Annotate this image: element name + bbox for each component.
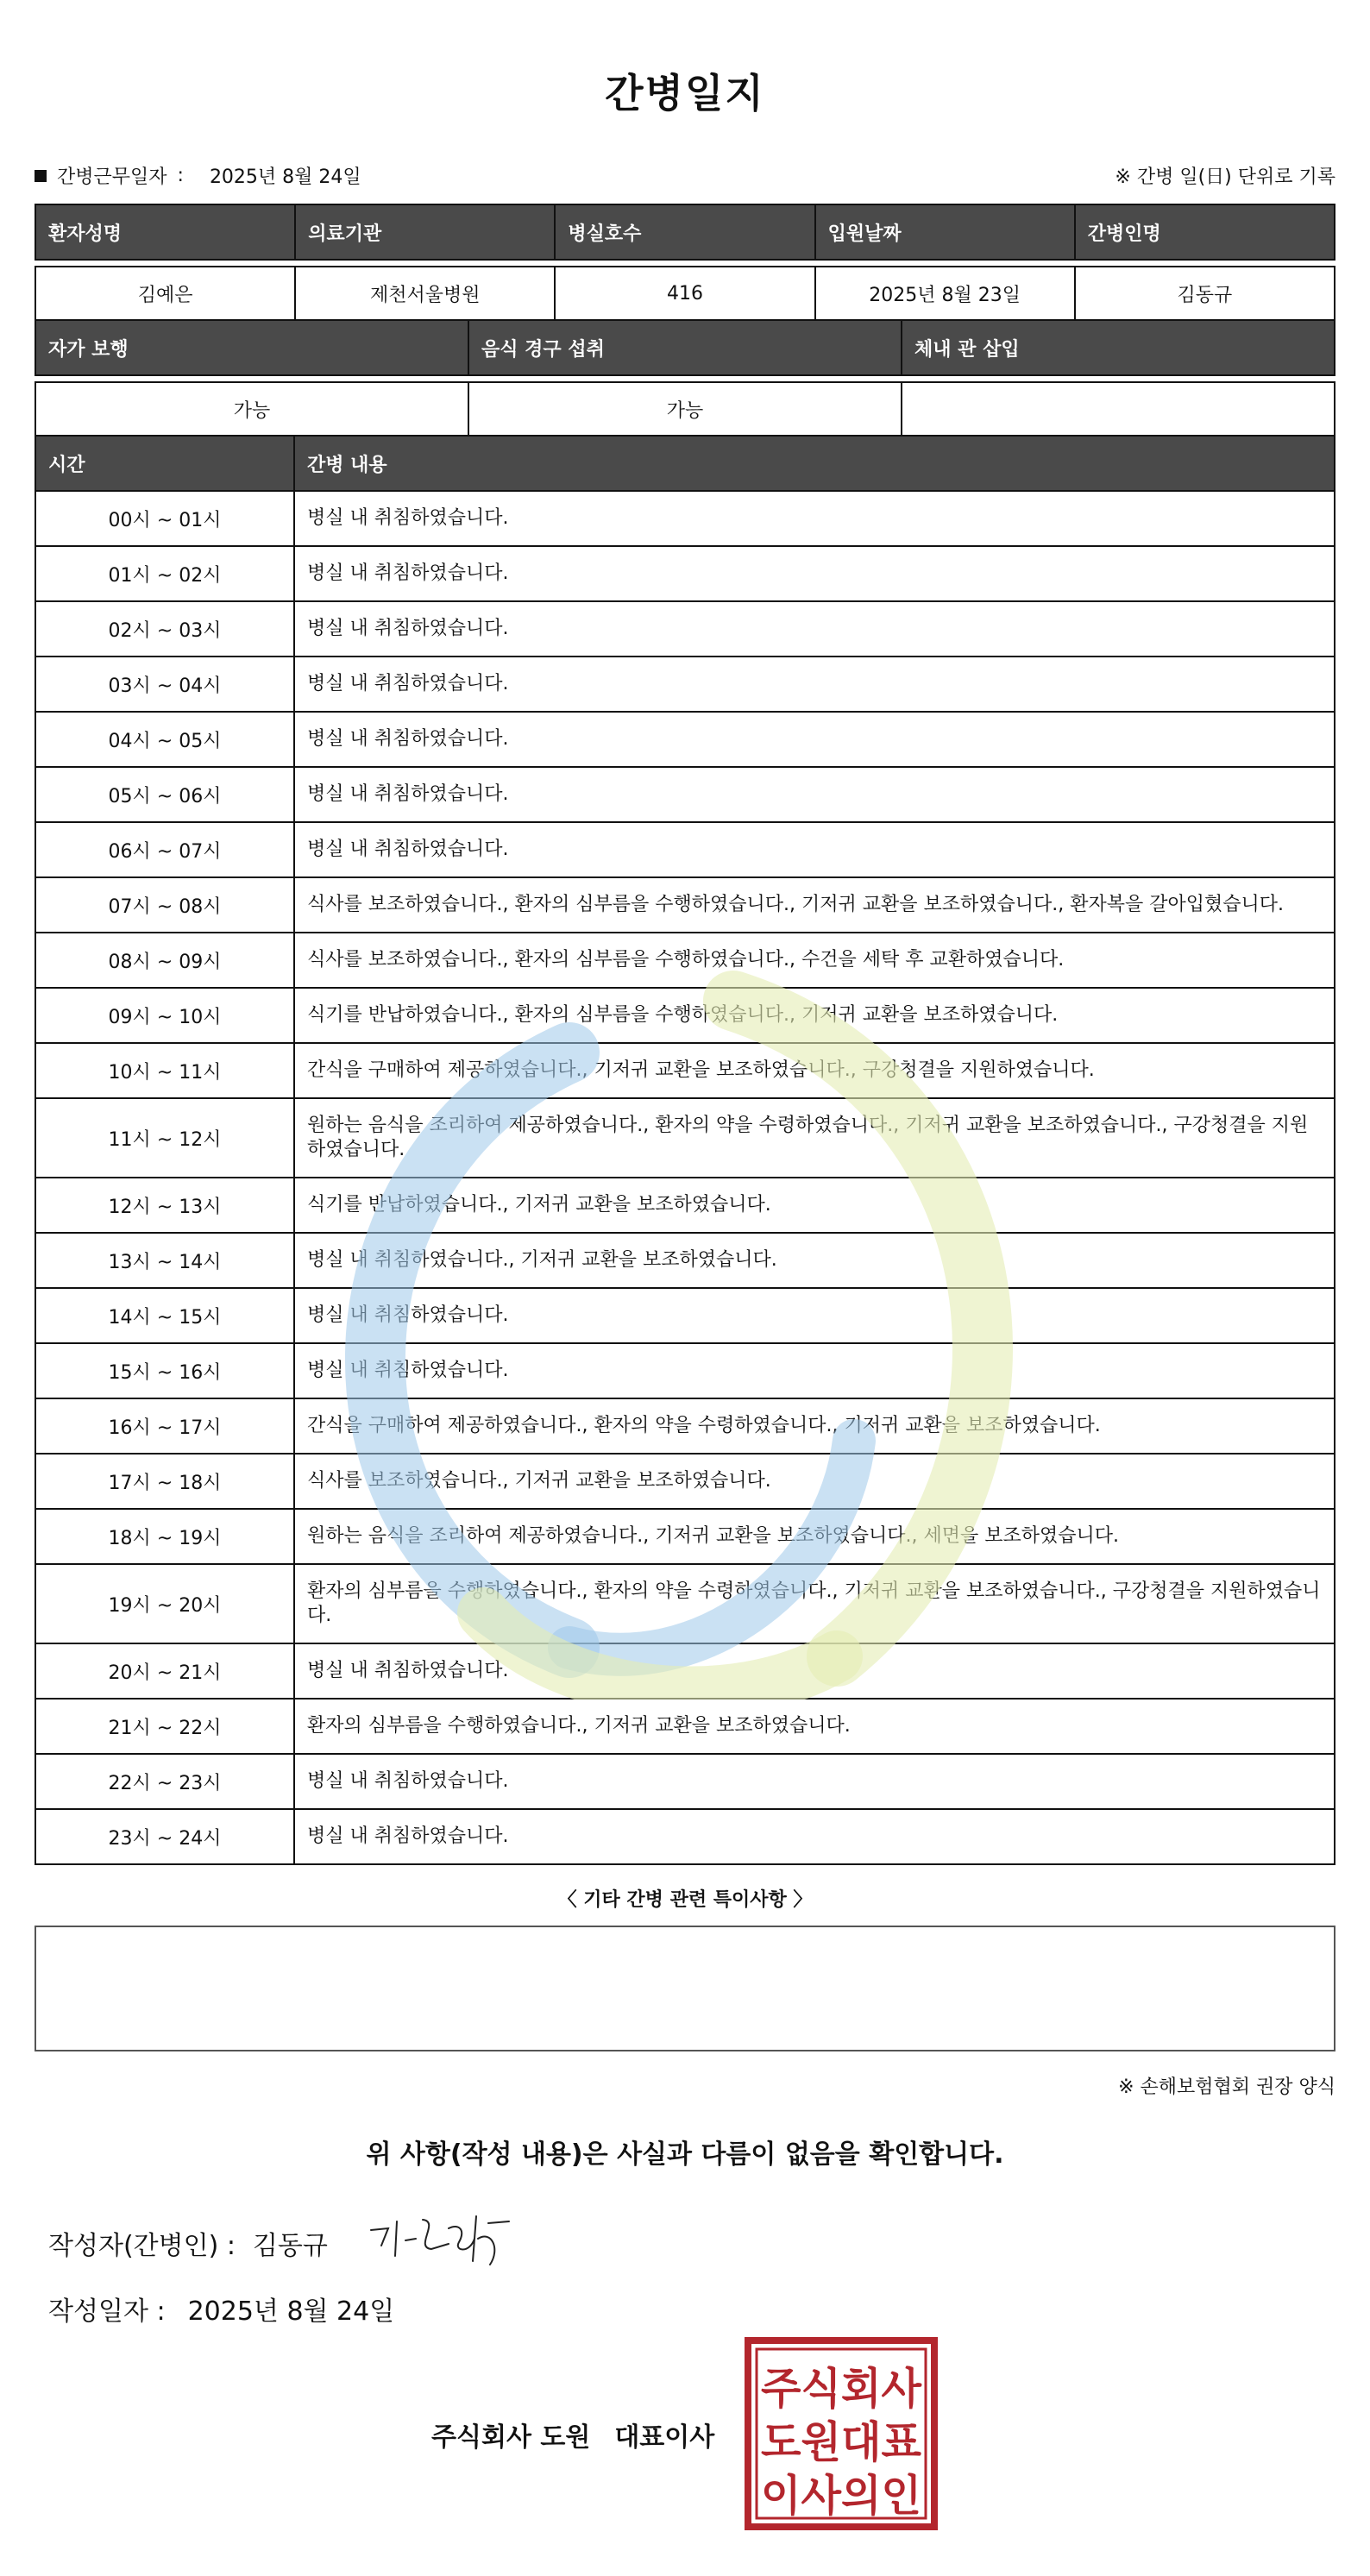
- header-tube-insertion: 체내 관 삽입: [902, 320, 1335, 375]
- notes-title: 〈 기타 간병 관련 특이사항 〉: [557, 1889, 813, 1911]
- header-admission-date: 입원날짜: [815, 204, 1075, 260]
- content-cell: 간식을 구매하여 제공하였습니다., 환자의 약을 수령하였습니다., 기저귀 교환을 보조하였습니다.: [294, 1398, 1335, 1454]
- representative-title: 대표이사: [614, 2422, 715, 2453]
- content-cell: 식기를 반납하였습니다., 기저귀 교환을 보조하였습니다.: [294, 1178, 1335, 1233]
- content-cell: 병실 내 취침하였습니다.: [294, 1288, 1335, 1343]
- content-cell: 병실 내 취침하였습니다.: [294, 822, 1335, 877]
- svg-text:이사의인: 이사의인: [761, 2471, 921, 2521]
- writer-label: 작성자(간병인) :: [48, 2231, 236, 2261]
- content-cell: 병실 내 취침하였습니다.: [294, 712, 1335, 767]
- notes-box: [35, 1926, 1335, 2051]
- content-cell: 원하는 음식을 조리하여 제공하였습니다., 환자의 약을 수령하였습니다., 기저귀 교환을 보조하였습니다., 구강청결을 지원하였습니다.: [294, 1098, 1335, 1178]
- work-date-value: 2025년 8월 24일: [209, 166, 361, 188]
- work-date-line: [35, 162, 361, 189]
- table-row: [35, 1288, 1335, 1343]
- oral-intake-value: 가능: [468, 382, 902, 436]
- unit-note: ※ 간병 일(日) 단위로 기록: [1115, 166, 1335, 188]
- table-row: [35, 767, 1335, 822]
- time-cell: 03시 ~ 04시: [35, 657, 294, 712]
- patient-status-table: [35, 319, 1335, 437]
- table-row: [35, 657, 1335, 712]
- written-date-line: [48, 2290, 394, 2328]
- written-date-value: 2025년 8월 24일: [187, 2296, 395, 2327]
- time-cell: 06시 ~ 07시: [35, 822, 294, 877]
- table-row: [35, 1699, 1335, 1754]
- table-row: [35, 491, 1335, 546]
- svg-text:주식회사: 주식회사: [761, 2364, 922, 2414]
- admission-date: 2025년 8월 23일: [815, 267, 1075, 320]
- time-cell: 11시 ~ 12시: [35, 1098, 294, 1178]
- table-row: [35, 1564, 1335, 1643]
- table-row: [35, 1643, 1335, 1699]
- table-row: [35, 712, 1335, 767]
- table-row: [35, 988, 1335, 1043]
- content-cell: 병실 내 취침하였습니다.: [294, 546, 1335, 601]
- content-cell: 원하는 음식을 조리하여 제공하였습니다., 기저귀 교환을 보조하였습니다., 세면을 보조하였습니다.: [294, 1509, 1335, 1564]
- written-date-label: 작성일자 :: [48, 2296, 166, 2327]
- content-cell: 식기를 반납하였습니다., 환자의 심부름을 수행하였습니다., 기저귀 교환을 보조하였습니다.: [294, 988, 1335, 1043]
- header-care-content: 간병 내용: [294, 436, 1335, 491]
- table-row: [35, 1454, 1335, 1509]
- time-cell: 08시 ~ 09시: [35, 933, 294, 988]
- content-cell: 간식을 구매하여 제공하였습니다., 기저귀 교환을 보조하였습니다., 구강청결을 지원하였습니다.: [294, 1043, 1335, 1098]
- time-cell: 20시 ~ 21시: [35, 1643, 294, 1699]
- content-cell: 환자의 심부름을 수행하였습니다., 기저귀 교환을 보조하였습니다.: [294, 1699, 1335, 1754]
- form-recommendation-note: ※ 손해보험협회 권장 양식: [1118, 2077, 1335, 2098]
- header-hospital: 의료기관: [295, 204, 555, 260]
- time-cell: 19시 ~ 20시: [35, 1564, 294, 1643]
- tube-insertion-value: [902, 382, 1335, 436]
- content-cell: 환자의 심부름을 수행하였습니다., 환자의 약을 수령하였습니다., 기저귀 교환을 보조하였습니다., 구강청결을 지원하였습니다.: [294, 1564, 1335, 1643]
- caregiver-name: 김동규: [1075, 267, 1335, 320]
- content-cell: 병실 내 취침하였습니다.: [294, 767, 1335, 822]
- table-row: [35, 822, 1335, 877]
- content-cell: 병실 내 취침하였습니다.: [294, 1343, 1335, 1398]
- company-line: [431, 2416, 714, 2453]
- content-cell: 병실 내 취침하였습니다.: [294, 1754, 1335, 1809]
- hospital-name: 제천서울병원: [295, 267, 555, 320]
- table-row: [35, 1233, 1335, 1288]
- table-row: [35, 1754, 1335, 1809]
- work-date-separator: :: [177, 165, 184, 186]
- header-room-number: 병실호수: [555, 204, 814, 260]
- table-row: [35, 1509, 1335, 1564]
- header-oral-intake: 음식 경구 섭취: [468, 320, 902, 375]
- time-cell: 01시 ~ 02시: [35, 546, 294, 601]
- work-date-label: 간병근무일자: [57, 166, 167, 188]
- time-cell: 18시 ~ 19시: [35, 1509, 294, 1564]
- table-row: [35, 546, 1335, 601]
- page-title: 간병일지: [605, 70, 765, 116]
- time-cell: 22시 ~ 23시: [35, 1754, 294, 1809]
- content-cell: 병실 내 취침하였습니다.: [294, 1809, 1335, 1864]
- content-cell: 병실 내 취침하였습니다.: [294, 657, 1335, 712]
- svg-text:도원대표: 도원대표: [761, 2417, 922, 2467]
- content-cell: 식사를 보조하였습니다., 환자의 심부름을 수행하였습니다., 기저귀 교환을 보조하였습니다., 환자복을 갈아입혔습니다.: [294, 877, 1335, 933]
- table-row: [35, 601, 1335, 657]
- header-caregiver-name: 간병인명: [1075, 204, 1335, 260]
- table-row: [35, 1178, 1335, 1233]
- content-cell: 식사를 보조하였습니다., 환자의 심부름을 수행하였습니다., 수건을 세탁 후 교환하였습니다.: [294, 933, 1335, 988]
- table-row: [35, 1098, 1335, 1178]
- table-row: [35, 1398, 1335, 1454]
- content-cell: 병실 내 취침하였습니다.: [294, 601, 1335, 657]
- writer-name: 김동규: [252, 2231, 328, 2261]
- time-cell: 16시 ~ 17시: [35, 1398, 294, 1454]
- handwritten-signature: [362, 2204, 518, 2273]
- content-cell: 병실 내 취침하였습니다., 기저귀 교환을 보조하였습니다.: [294, 1233, 1335, 1288]
- time-cell: 00시 ~ 01시: [35, 491, 294, 546]
- table-row: [35, 933, 1335, 988]
- time-cell: 13시 ~ 14시: [35, 1233, 294, 1288]
- time-cell: 12시 ~ 13시: [35, 1178, 294, 1233]
- header-self-walking: 자가 보행: [35, 320, 468, 375]
- time-cell: 05시 ~ 06시: [35, 767, 294, 822]
- patient-info-table: [35, 204, 1335, 321]
- content-cell: 식사를 보조하였습니다., 기저귀 교환을 보조하였습니다.: [294, 1454, 1335, 1509]
- company-name: 주식회사 도원: [431, 2422, 591, 2453]
- time-cell: 14시 ~ 15시: [35, 1288, 294, 1343]
- header-patient-name: 환자성명: [35, 204, 295, 260]
- table-row: [35, 1809, 1335, 1864]
- confirmation-statement: 위 사항(작성 내용)은 사실과 다름이 없음을 확인합니다.: [366, 2139, 1004, 2170]
- writer-line: [48, 2224, 328, 2262]
- content-cell: 병실 내 취침하였습니다.: [294, 1643, 1335, 1699]
- time-cell: 15시 ~ 16시: [35, 1343, 294, 1398]
- table-row: [35, 1043, 1335, 1098]
- room-number: 416: [555, 267, 814, 320]
- time-cell: 07시 ~ 08시: [35, 877, 294, 933]
- content-cell: 병실 내 취침하였습니다.: [294, 491, 1335, 546]
- time-cell: 04시 ~ 05시: [35, 712, 294, 767]
- company-seal-stamp: [744, 2336, 939, 2531]
- table-row: [35, 877, 1335, 933]
- time-cell: 09시 ~ 10시: [35, 988, 294, 1043]
- time-cell: 21시 ~ 22시: [35, 1699, 294, 1754]
- time-cell: 02시 ~ 03시: [35, 601, 294, 657]
- square-bullet-icon: [35, 170, 47, 182]
- patient-name: 김예은: [35, 267, 295, 320]
- hourly-care-log-table: [35, 435, 1335, 1865]
- table-row: [35, 1343, 1335, 1398]
- time-cell: 23시 ~ 24시: [35, 1809, 294, 1864]
- time-cell: 17시 ~ 18시: [35, 1454, 294, 1509]
- header-time: 시간: [35, 436, 294, 491]
- time-cell: 10시 ~ 11시: [35, 1043, 294, 1098]
- self-walking-value: 가능: [35, 382, 468, 436]
